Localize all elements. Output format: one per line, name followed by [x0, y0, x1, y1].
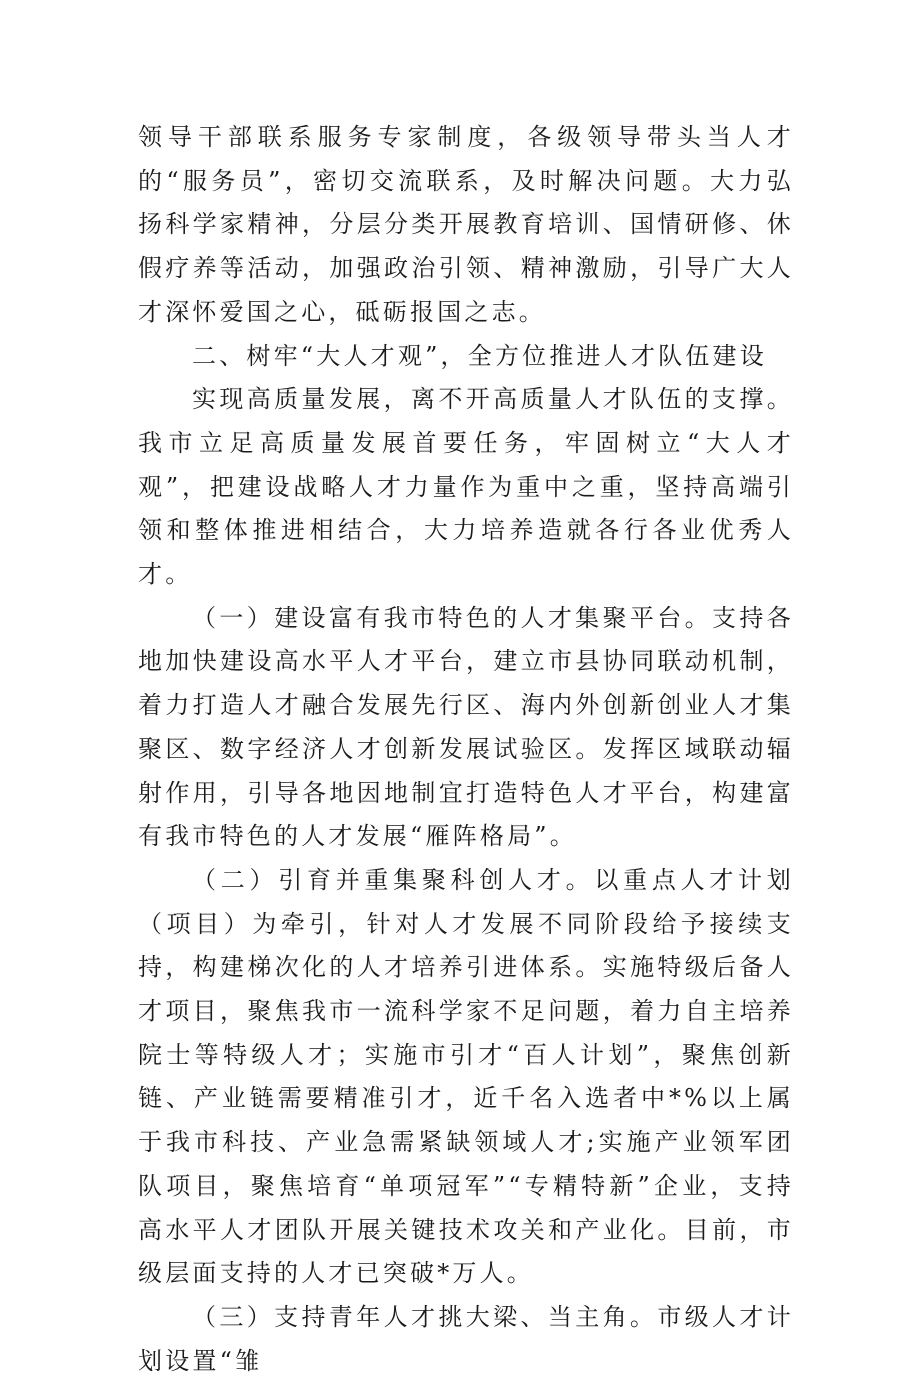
- paragraph-item-2: [138, 859, 794, 1296]
- document-body: [138, 116, 794, 1383]
- paragraph-text: 支持各地加快建设高水平人才平台，建立市县协同联动机制，着力打造人才融合发展先行区、海内外创新创业人才集聚区、数字经济人才创新发展试验区。发挥区域联动辐射作用，引导各地因地制宜打造特色人才平台，构建富有我市特色的人才发展“雁阵格局”。: [138, 603, 794, 851]
- paragraph-text: 以重点人才计划（项目）为牵引，针对人才发展不同阶段给予接续支持，构建梯次化的人才培养引进体系。实施特级后备人才项目，聚焦我市一流科学家不足问题，着力自主培养院士等特级人才；实施市引才“百人计划”，聚焦创新链、产业链需要精准引才，近千名入选者中*%以上属于我市科技、产业急需紧缺领域人才;实施产业领军团队项目，聚焦培育“单项冠军”“专精特新”企业，支持高水平人才团队开展关键技术攻关和产业化。目前，市级层面支持的人才已突破*万人。: [138, 865, 794, 1288]
- paragraph-item-1: [138, 597, 794, 859]
- paragraph-text: 市级人才计划设置“雏: [138, 1302, 794, 1375]
- section-heading-text: 二、树牢“大人才观”，全方位推进人才队伍建设: [192, 341, 767, 370]
- subheading: （三）支持青年人才挑大梁、当主角。: [192, 1302, 658, 1331]
- subheading: （二）引育并重集聚科创人才。: [192, 865, 595, 894]
- paragraph-text: 实现高质量发展，离不开高质量人才队伍的支撑。我市立足高质量发展首要任务，牢固树立“大人才观”，把建设战略人才力量作为重中之重，坚持高端引领和整体推进相结合，大力培养造就各行各业优秀人才。: [138, 385, 794, 589]
- paragraph-intro: [138, 378, 794, 597]
- subheading: （一）建设富有我市特色的人才集聚平台。: [192, 603, 713, 632]
- paragraph-item-3: [138, 1296, 794, 1383]
- section-heading: [138, 335, 794, 379]
- paragraph-continued: [138, 116, 794, 335]
- paragraph-text: 领导干部联系服务专家制度，各级领导带头当人才的“服务员”，密切交流联系，及时解决问题。大力弘扬科学家精神，分层分类开展教育培训、国情研修、休假疗养等活动，加强政治引领、精神激励，引导广大人才深怀爱国之心，砥砺报国之志。: [138, 123, 794, 326]
